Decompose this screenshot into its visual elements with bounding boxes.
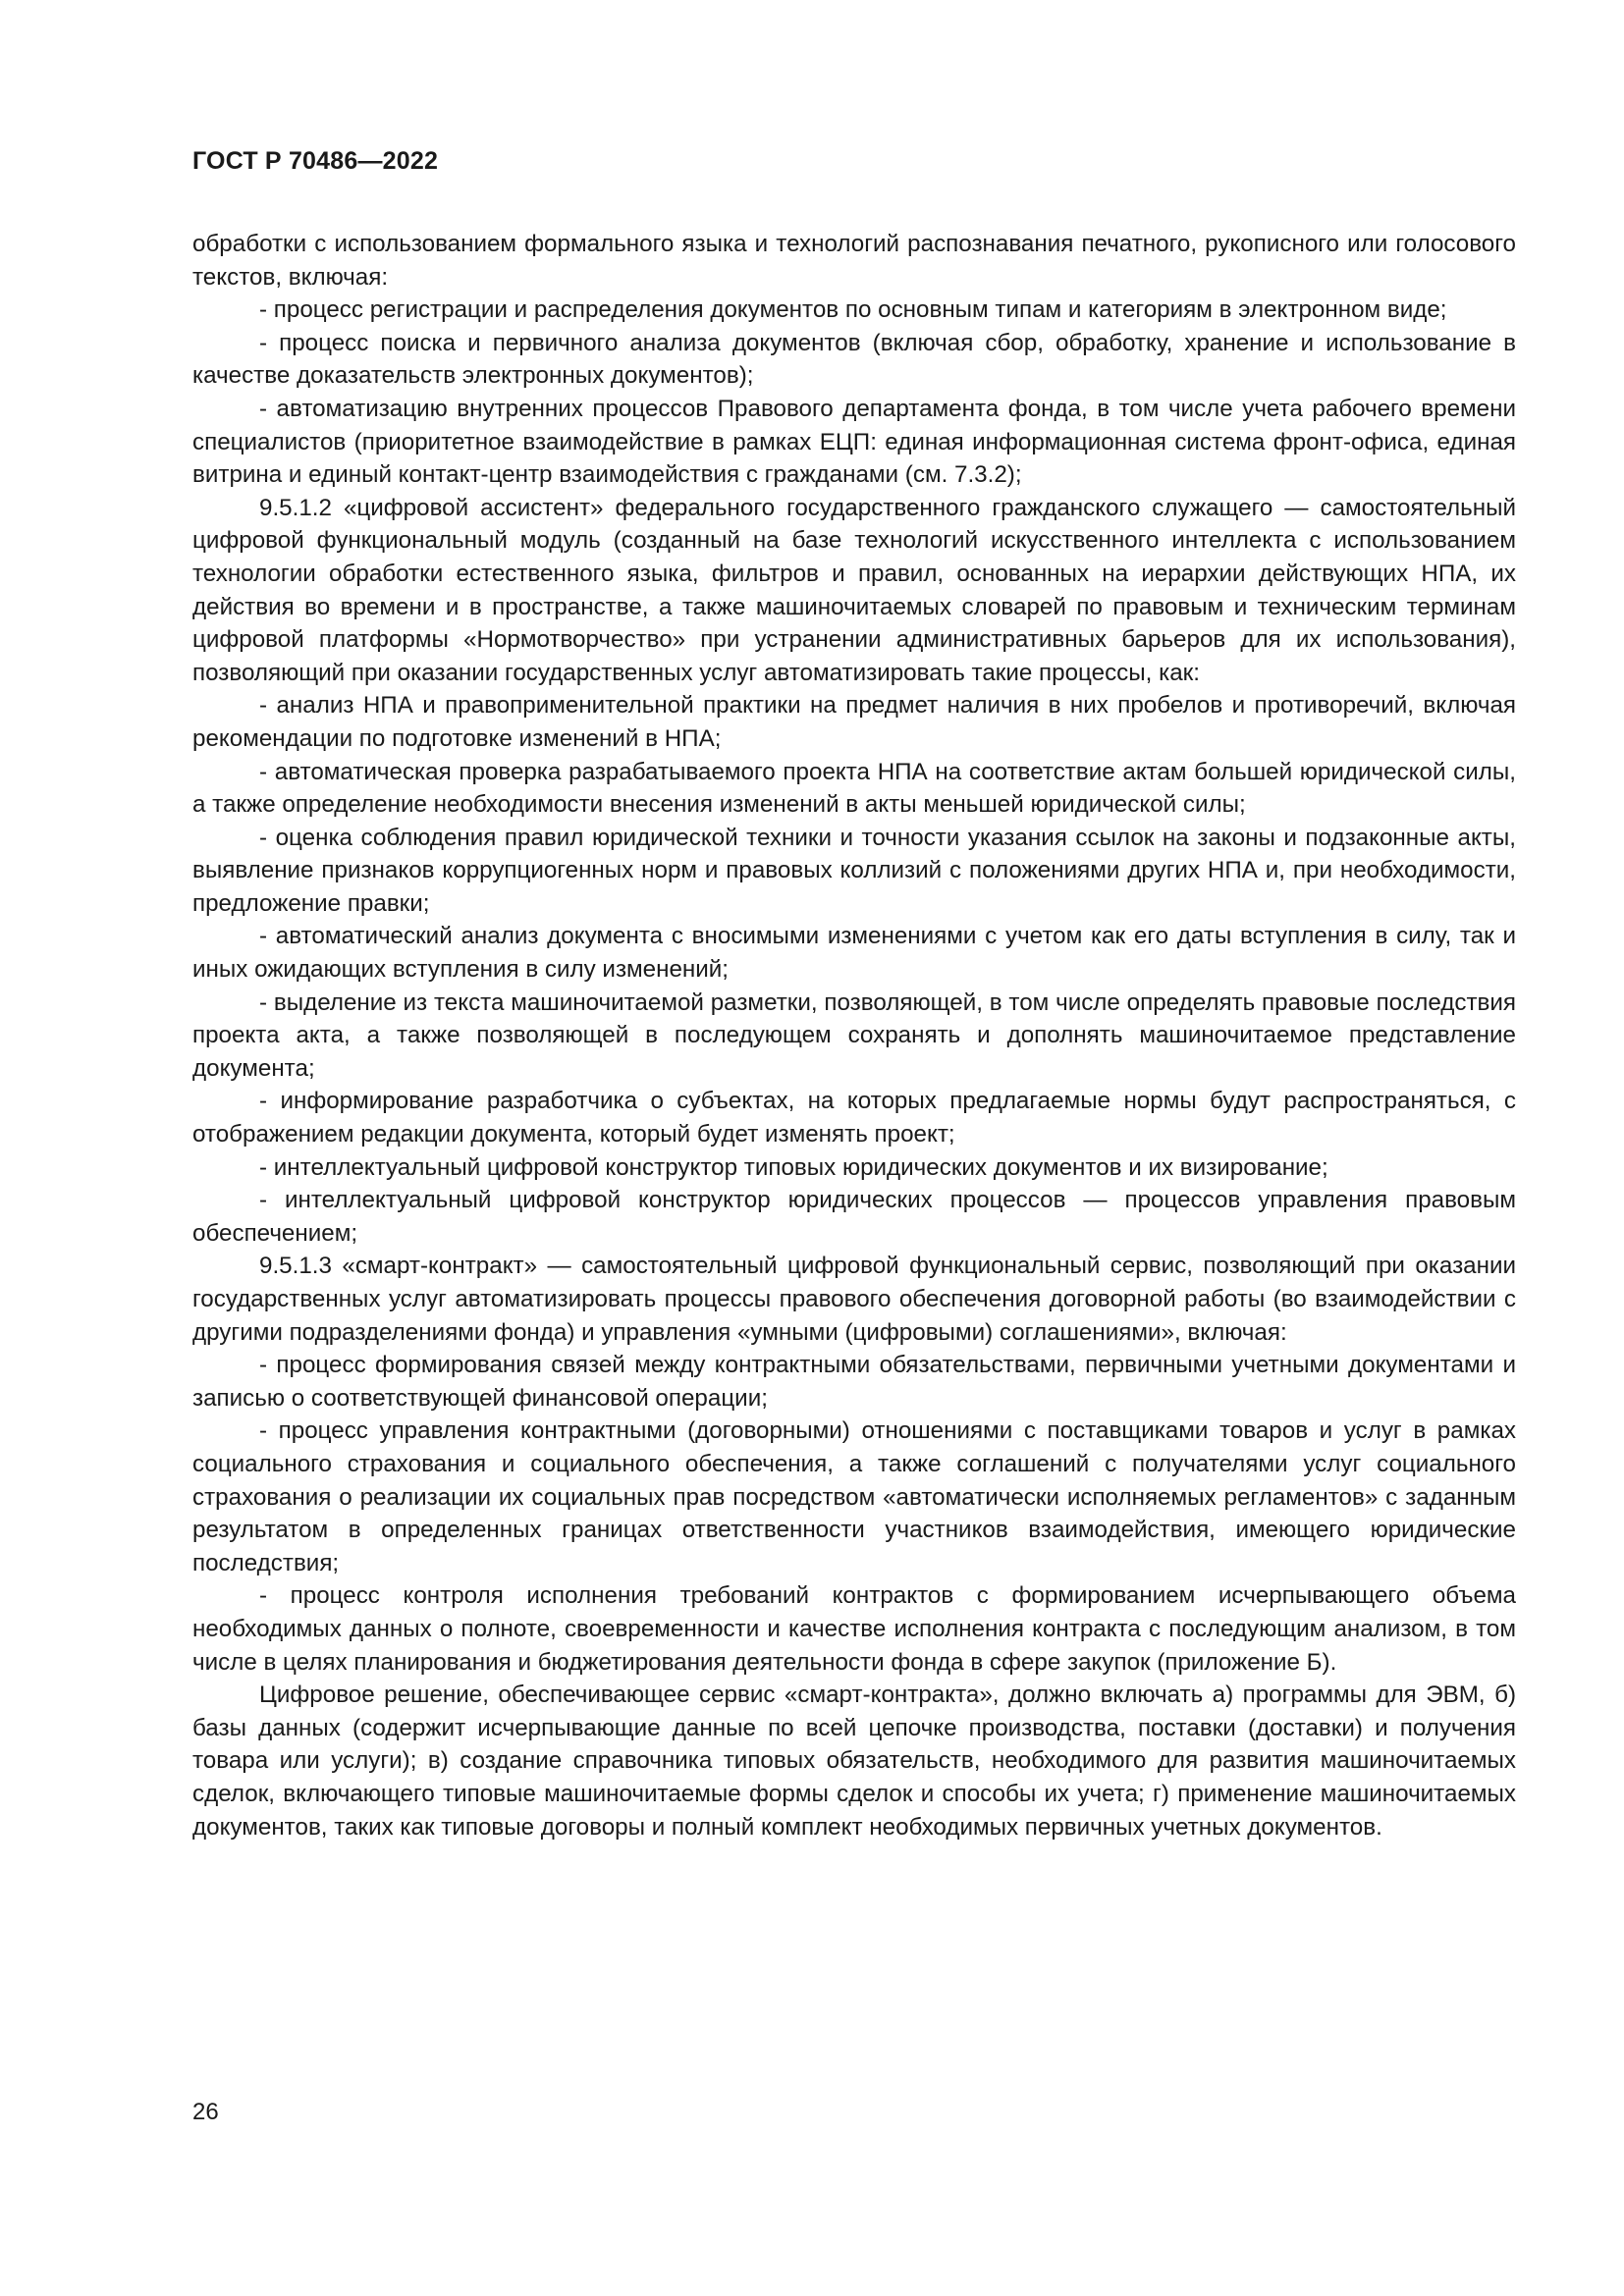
list-item: - автоматическая проверка разрабатываемого проекта НПА на соответствие актам большей юридической силы, а также определение необходимости внесения изменений в акты меньшей юридической силы; (192, 758, 1516, 819)
list-item: - интеллектуальный цифровой конструктор юридических процессов — процессов управления правовым обеспечением; (192, 1187, 1516, 1247)
list-item: - процесс формирования связей между контрактными обязательствами, первичными учетными документами и записью о соответствующей финансовой операции; (192, 1352, 1516, 1412)
list-item: - процесс управления контрактными (договорными) отношениями с поставщиками товаров и услуг в рамках социального страхования и социального обеспечения, а также соглашений с получателями услуг социального страхования о реализации их социальных прав посредством «автоматически исполняемых регламентов» с заданным результатом в определенных границах ответственности участников взаимодействия, имеющего юридические последствия; (192, 1417, 1516, 1576)
page-number: 26 (192, 2099, 219, 2125)
standard-id-header: ГОСТ Р 70486—2022 (192, 147, 439, 175)
list-item: - анализ НПА и правоприменительной практики на предмет наличия в них пробелов и противоречий, включая рекомендации по подготовке изменений в НПА; (192, 692, 1516, 752)
summary-paragraph: Цифровое решение, обеспечивающее сервис «смарт-контракта», должно включать а) программы для ЭВМ, б) базы данных (содержит исчерпывающие данные по всей цепочке производства, поставки (доставки) и получения товара или услуги); в) создание справочника типовых обязательств, необходимого для развития машиночитаемых сделок, включающего типовые машиночитаемые формы сделок и способы их учета; г) применение машиночитаемых документов, таких как типовые договоры и полный комплект необходимых первичных учетных документов. (192, 1682, 1516, 1841)
document-body (192, 228, 1516, 1843)
list-item: - выделение из текста машиночитаемой разметки, позволяющей, в том числе определять правовые последствия проекта акта, а также позволяющей в последующем сохранять и дополнять машиночитаемое представление документа; (192, 988, 1516, 1082)
list-item: - автоматизацию внутренних процессов Правового департамента фонда, в том числе учета рабочего времени специалистов (приоритетное взаимодействие в рамках ЕЦП: единая информационная система фронт-офиса, единая витрина и единый контакт-центр взаимодействия с гражданами (см. 7.3.2); (192, 395, 1516, 489)
list-item: - процесс поиска и первичного анализа документов (включая сбор, обработку, хранение и использование в качестве доказательств электронных документов); (192, 329, 1516, 390)
clause-9-5-1-2: 9.5.1.2 «цифровой ассистент» федерального государственного гражданского служащего — самостоятельный цифровой функциональный модуль (созданный на базе технологий искусственного интеллекта с использованием технологии обработки естественного языка, фильтров и правил, основанных на иерархии действующих НПА, их действия во времени и в пространстве, а также машиночитаемых словарей по правовым и техническим терминам цифровой платформы «Нормотворчество» при устранении административных барьеров для их использования), позволяющий при оказании государственных услуг автоматизировать такие процессы, как: (192, 494, 1516, 686)
list-item: - информирование разработчика о субъектах, на которых предлагаемые нормы будут распространяться, с отображением редакции документа, который будет изменять проект; (192, 1088, 1516, 1148)
list-item: - процесс регистрации и распределения документов по основным типам и категориям в электронном виде; (259, 296, 1447, 324)
list-item: - процесс контроля исполнения требований контрактов с формированием исчерпывающего объема необходимых данных о полноте, своевременности и качестве исполнения контракта с последующим анализом, в том числе в целях планирования и бюджетирования деятельности фонда в сфере закупок (приложение Б). (192, 1582, 1516, 1676)
list-item: - оценка соблюдения правил юридической техники и точности указания ссылок на законы и подзаконные акты, выявление признаков коррупциогенных норм и правовых коллизий с положениями других НПА и, при необходимости, предложение правки; (192, 824, 1516, 917)
clause-9-5-1-3: 9.5.1.3 «смарт-контракт» — самостоятельный цифровой функциональный сервис, позволяющий при оказании государственных услуг автоматизировать процессы правового обеспечения договорной работы (во взаимодействии с другими подразделениями фонда) и управления «умными (цифровыми) соглашениями», включая: (192, 1253, 1516, 1346)
list-item: - автоматический анализ документа с вносимыми изменениями с учетом как его даты вступления в силу, так и иных ожидающих вступления в силу изменений; (192, 923, 1516, 984)
paragraph-continuation: обработки с использованием формального языка и технологий распознавания печатного, рукописного или голосового текстов, включая: (192, 231, 1516, 291)
list-item: - интеллектуальный цифровой конструктор типовых юридических документов и их визирование; (259, 1153, 1328, 1181)
